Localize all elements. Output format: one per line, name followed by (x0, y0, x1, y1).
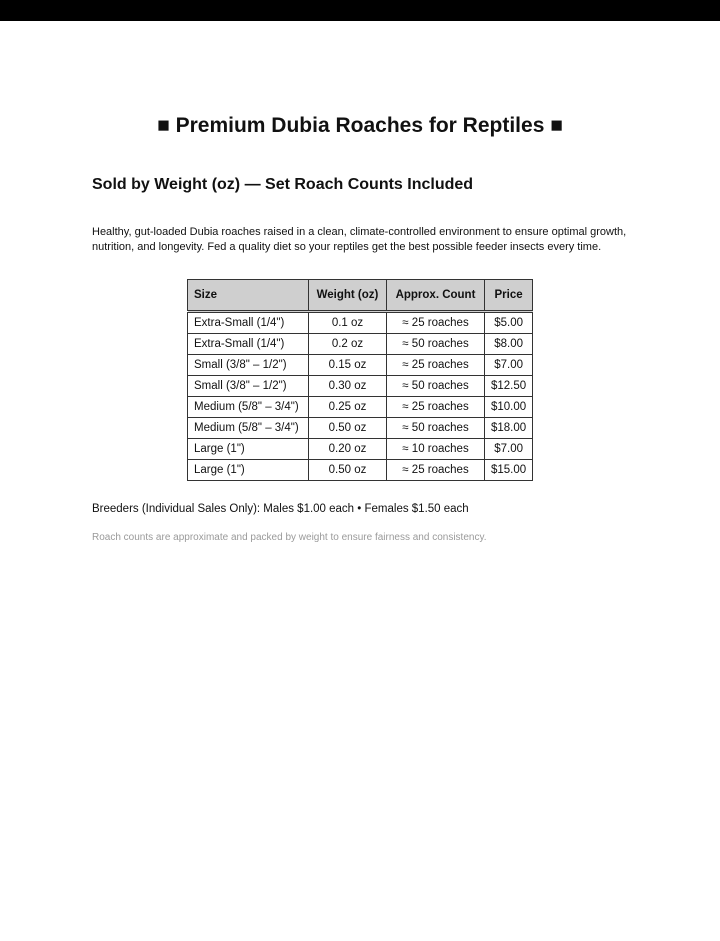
table-row (188, 355, 533, 376)
cell-count: ≈ 10 roaches (387, 439, 485, 460)
table-row (188, 312, 533, 334)
table-header-row (188, 280, 533, 312)
cell-weight: 0.15 oz (309, 355, 387, 376)
table-row (188, 439, 533, 460)
cell-price: $18.00 (485, 418, 533, 439)
table-header (188, 280, 533, 312)
table-row (188, 334, 533, 355)
cell-count: ≈ 25 roaches (387, 460, 485, 481)
cell-price: $7.00 (485, 355, 533, 376)
breeders-note: Breeders (Individual Sales Only): Males $1.00 each • Females $1.50 each (92, 503, 469, 515)
cell-weight: 0.2 oz (309, 334, 387, 355)
cell-size: Medium (5/8" – 3/4") (188, 418, 309, 439)
cell-weight: 0.30 oz (309, 376, 387, 397)
cell-count: ≈ 25 roaches (387, 312, 485, 334)
cell-weight: 0.20 oz (309, 439, 387, 460)
table-body (188, 312, 533, 481)
cell-size: Small (3/8" – 1/2") (188, 355, 309, 376)
cell-count: ≈ 50 roaches (387, 376, 485, 397)
cell-price: $5.00 (485, 312, 533, 334)
header-weight: Weight (oz) (309, 280, 387, 312)
cell-count: ≈ 25 roaches (387, 397, 485, 418)
cell-price: $12.50 (485, 376, 533, 397)
cell-size: Extra-Small (1/4") (188, 334, 309, 355)
cell-weight: 0.25 oz (309, 397, 387, 418)
cell-count: ≈ 50 roaches (387, 418, 485, 439)
header-price: Price (485, 280, 533, 312)
cell-size: Medium (5/8" – 3/4") (188, 397, 309, 418)
cell-price: $10.00 (485, 397, 533, 418)
cell-price: $8.00 (485, 334, 533, 355)
cell-count: ≈ 25 roaches (387, 355, 485, 376)
cell-weight: 0.50 oz (309, 460, 387, 481)
cell-size: Extra-Small (1/4") (188, 312, 309, 334)
table-row (188, 376, 533, 397)
cell-size: Large (1") (188, 460, 309, 481)
cell-count: ≈ 50 roaches (387, 334, 485, 355)
cell-price: $7.00 (485, 439, 533, 460)
price-table (187, 279, 533, 481)
cell-size: Large (1") (188, 439, 309, 460)
table-row (188, 397, 533, 418)
page-title: ■ Premium Dubia Roaches for Reptiles ■ (157, 114, 563, 137)
footnote: Roach counts are approximate and packed by weight to ensure fairness and consistency. (92, 532, 487, 543)
cell-weight: 0.50 oz (309, 418, 387, 439)
table-row (188, 418, 533, 439)
page-subtitle: Sold by Weight (oz) — Set Roach Counts Included (92, 176, 474, 193)
table-row (188, 460, 533, 481)
cell-price: $15.00 (485, 460, 533, 481)
intro-paragraph: Healthy, gut-loaded Dubia roaches raised in a clean, climate-controlled environment to ensure optimal growth, nutrition, and longevity. Fed a quality diet so your reptiles get the best possible feeder insects every time. (92, 226, 627, 253)
header-count: Approx. Count (387, 280, 485, 312)
header-size: Size (188, 280, 309, 312)
cell-weight: 0.1 oz (309, 312, 387, 334)
cell-size: Small (3/8" – 1/2") (188, 376, 309, 397)
